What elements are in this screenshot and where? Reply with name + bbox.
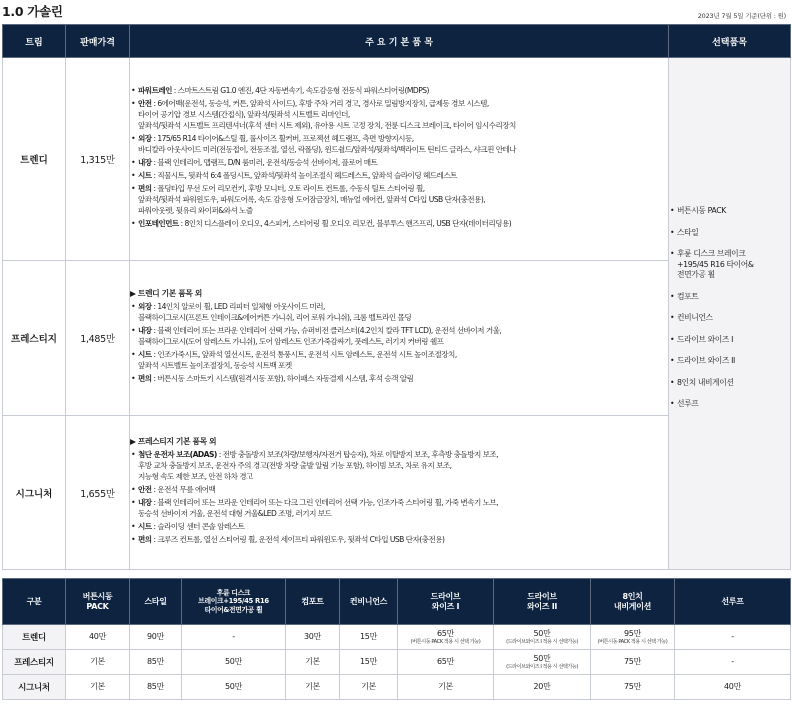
feature-item: • 외장 : 175/65 R14 타이어&스틸 휠, 풀사이즈 휠커버, 프로젝션 헤드램프, 측면 방향지시등, 바디칼라 아웃사이드 미러(전동접이, 전동조절, 열선, 락폴딩), 윈드쉴드/앞좌석/뒷좌석/백라이트 틴티드 글라스, 샤크핀 안테나 [130, 134, 668, 156]
opt-header: 버튼시동 PACK [66, 579, 130, 625]
option-row-trim: 프레스티지 [3, 650, 66, 675]
opt-header: 스타일 [130, 579, 182, 625]
price-basis-note: 2023년 7월 5일 기준(단위 : 원) [697, 12, 786, 20]
option-price-cell: - [675, 650, 791, 675]
option-price-cell: 50만 (드라이브와이즈 I 적용 시 선택가능) [494, 625, 591, 650]
option-price-cell: 기본 [66, 650, 130, 675]
feature-item: • 내장 : 블랙 인테리어 또는 브라운 인테리어 선택 가능, 슈퍼비전 클러스터(4.2인치 칼라 TFT LCD), 운전석 선바이저 거울, 블랙하이그로시(도어 암레스트 가니쉬), 도어 암레스트 인조가죽감싸기, 풋레스트, 러기지 커버링 쉘프 [130, 326, 668, 348]
opt-header: 드라이브 와이즈 I [398, 579, 494, 625]
header-options: 선택품목 [669, 25, 791, 58]
feature-item: • 내장 : 블랙 인테리어, 맵램프, D/N 룸미러, 운전석/동승석 선바이저, 플로어 매트 [130, 158, 668, 169]
feature-list-cell [130, 416, 669, 570]
trim-row-trendy [3, 58, 791, 261]
option-header-row [3, 579, 791, 625]
opt-header: 드라이브 와이즈 II [494, 579, 591, 625]
option-price-cell: 15만 [340, 625, 398, 650]
option-price-cell: 20만 [494, 675, 591, 700]
option-price-cell: 85만 [130, 650, 182, 675]
opt-header: 8인치 내비게이션 [591, 579, 675, 625]
option-price-cell: 40만 [66, 625, 130, 650]
page-title: 1.0 가솔린 [2, 4, 63, 19]
option-price-cell: - [675, 625, 791, 650]
option-price-cell: 65만 (버튼시동 PACK 적용 시 선택 가능) [398, 625, 494, 650]
feature-item: • 첨단 운전자 보조(ADAS) : 전방 충돌방지 보조(차량/보행자/자전거 탑승자), 차로 이탈방지 보조, 후측방 충돌방지 보조, 후방 교차 충돌방지 보조, 운전자 주의 경고(전방 차량 출발 알림 기능 포함), 하이빔 보조, 차로 유지 보조, 지능형 속도 제한 보조, 안전 하차 경고 [130, 450, 668, 482]
option-price-cell: 기본 [398, 675, 494, 700]
option-price-cell: 75만 [591, 675, 675, 700]
trim-feature-table [2, 24, 791, 570]
option-item: • 컴포트 [669, 292, 790, 303]
option-row-trim: 시그니처 [3, 675, 66, 700]
option-price-cell: 75만 [591, 650, 675, 675]
opt-header: 후륜 디스크 브레이크+195/45 R16 타이어&전면가공 휠 [182, 579, 286, 625]
option-price-cell: 90만 [130, 625, 182, 650]
feature-list-cell [130, 58, 669, 261]
trim-price: 1,655만 [66, 416, 130, 570]
option-item: • 스타일 [669, 228, 790, 239]
feature-list-cell [130, 261, 669, 416]
feature-item: • 편의 : 폴딩타입 무선 도어 리모컨키, 후방 모니터, 오토 라이트 컨트롤, 수동식 틸트 스티어링 휠, 앞좌석/뒷좌석 파워윈도우, 파워도어록, 속도 감응형 도어잠금장치, 매뉴얼 에어컨, 앞좌석 C타입 USB 단자(충전용), 파워아웃렛, 뒷유리 와이퍼&와셔 노즐 [130, 184, 668, 216]
feature-item: • 편의 : 버튼시동 스마트키 시스템(원격시동 포함), 하이패스 자동결제 시스템, 후석 승객 알림 [130, 374, 668, 385]
option-price-cell: 30만 [286, 625, 340, 650]
feature-item: • 편의 : 크루즈 컨트롤, 열선 스티어링 휠, 운전석 세이프티 파워윈도우, 뒷좌석 C타입 USB 단자(충전용) [130, 535, 668, 546]
option-item: • 버튼시동 PACK [669, 206, 790, 217]
option-row [3, 625, 791, 650]
option-price-cell: 50만 (드라이브와이즈 I 적용 시 선택가능) [494, 650, 591, 675]
feature-subhead: ▶ 트렌디 기본 품목 외 [130, 289, 202, 299]
feature-item: • 안전 : 6에어백(운전석, 동승석, 커튼, 앞좌석 사이드), 후방 주차 거리 경고, 경사로 밀림방지장치, 급제동 경보 시스템, 타이어 공기압 경보 시스템(간접식), 앞좌석/뒷좌석 시트벨트 리마인더, 앞좌석/뒷좌석 시트벨트 프리텐셔너(후석 센터 시트 제외), 유아용 시트 고정 장치, 전륜 디스크 브레이크, 타이어 임시수리장치 [130, 99, 668, 131]
trim-price: 1,315만 [66, 58, 130, 261]
feature-list [130, 302, 668, 385]
trim-price: 1,485만 [66, 261, 130, 416]
header-trim: 트림 [3, 25, 66, 58]
option-price-cell: 50만 [182, 675, 286, 700]
option-row [3, 675, 791, 700]
option-list [669, 206, 790, 410]
option-price-cell: 65만 [398, 650, 494, 675]
option-price-cell: 기본 [66, 675, 130, 700]
feature-list [130, 86, 668, 230]
option-item: • 후륜 디스크 브레이크 +195/45 R16 타이어& 전면가공 휠 [669, 249, 790, 281]
option-list-cell [669, 58, 791, 570]
feature-item: • 파워트레인 : 스마트스트림 G1.0 엔진, 4단 자동변속기, 속도감응형 전동식 파워스티어링(MDPS) [130, 86, 668, 97]
feature-item: • 시트 : 인조가죽시트, 앞좌석 열선시트, 운전석 통풍시트, 운전석 시트 암레스트, 운전석 시트 높이조절장치, 앞좌석 시트벨트 높이조절장치, 동승석 시트백 포켓 [130, 350, 668, 372]
opt-header: 컨비니언스 [340, 579, 398, 625]
feature-item: • 시트 : 슬라이딩 센터 콘솔 암레스트 [130, 522, 668, 533]
option-price-cell: 15만 [340, 650, 398, 675]
main-header-row [3, 25, 791, 58]
option-price-cell: 40만 [675, 675, 791, 700]
option-item: • 드라이브 와이즈 I [669, 335, 790, 346]
option-row-trim: 트렌디 [3, 625, 66, 650]
option-item: • 드라이브 와이즈 II [669, 356, 790, 367]
feature-list [130, 450, 668, 546]
option-price-cell: 기본 [340, 675, 398, 700]
opt-header: 구분 [3, 579, 66, 625]
option-item: • 선루프 [669, 399, 790, 410]
option-price-cell: 기본 [286, 675, 340, 700]
header-price: 판매가격 [66, 25, 130, 58]
feature-item: • 내장 : 블랙 인테리어 또는 브라운 인테리어 또는 다크 그린 인테리어 선택 가능, 인조가죽 스티어링 휠, 가죽 변속기 노브, 동승석 선바이저 거울, 운전석 대형 거울&LED 조명, 러기지 보드 [130, 498, 668, 520]
feature-item: • 안전 : 운전석 무릎 에어백 [130, 485, 668, 496]
option-price-cell: - [182, 625, 286, 650]
option-price-cell: 기본 [286, 650, 340, 675]
opt-header: 선루프 [675, 579, 791, 625]
option-item: • 컨비니언스 [669, 313, 790, 324]
feature-subhead: ▶ 프레스티지 기본 품목 외 [130, 437, 217, 447]
option-price-cell: 85만 [130, 675, 182, 700]
opt-header: 컴포트 [286, 579, 340, 625]
option-price-table [2, 578, 791, 700]
feature-item: • 시트 : 직물시트, 뒷좌석 6:4 폴딩시트, 앞좌석/뒷좌석 높이조절식 헤드레스트, 앞좌석 슬라이딩 헤드레스트 [130, 171, 668, 182]
trim-name: 트렌디 [3, 58, 66, 261]
option-item: • 8인치 내비게이션 [669, 378, 790, 389]
feature-item: • 외장 : 14인치 알로이 휠, LED 리피터 일체형 아웃사이드 미러, 블랙하이그로시(프론트 인테이크&에어커튼 가니쉬, 리어 로워 가니쉬), 크롬 벨트라인 몰딩 [130, 302, 668, 324]
option-row [3, 650, 791, 675]
trim-name: 프레스티지 [3, 261, 66, 416]
header-features: 주 요 기 본 품 목 [130, 25, 669, 58]
trim-name: 시그니처 [3, 416, 66, 570]
feature-item: • 인포테인먼트 : 8인치 디스플레이 오디오, 4스피커, 스티어링 휠 오디오 리모컨, 블루투스 핸즈프리, USB 단자(데이터리딩용) [130, 219, 668, 230]
option-price-cell: 50만 [182, 650, 286, 675]
option-price-cell: 95만 (버튼시동 PACK 적용 시 선택 가능) [591, 625, 675, 650]
